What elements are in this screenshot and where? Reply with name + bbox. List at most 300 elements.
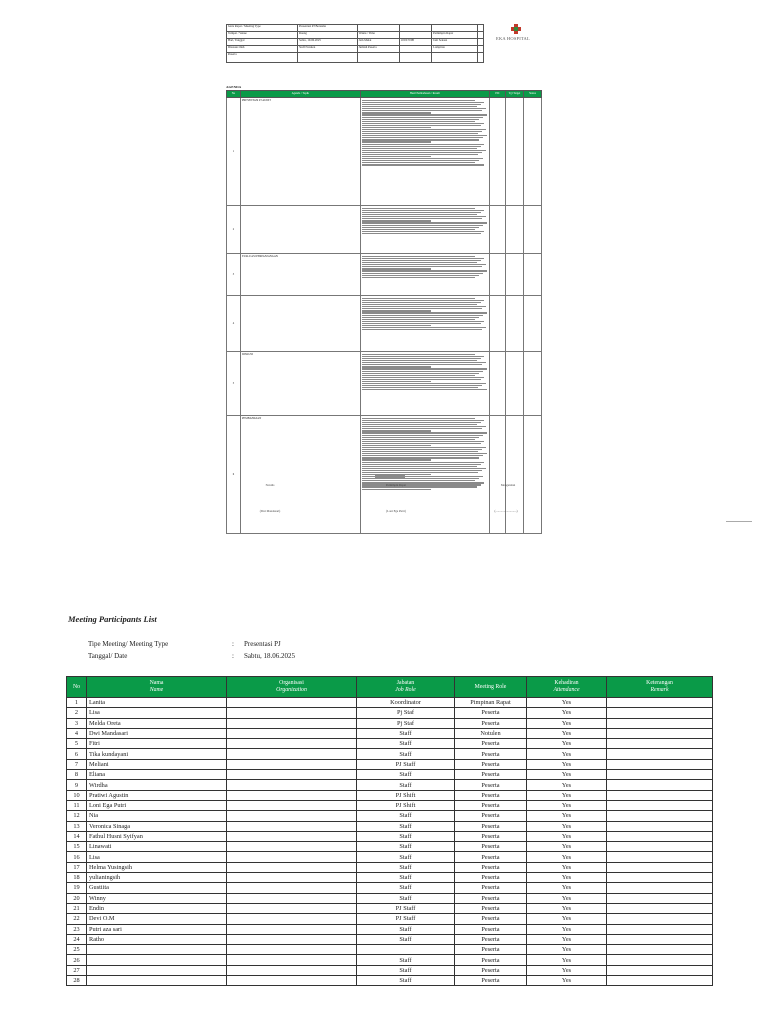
minutes-header-cell: Jumlah Peserta	[357, 46, 399, 53]
agenda-empty-cell	[506, 352, 524, 416]
participant-role: Peserta	[455, 739, 527, 749]
participant-att: Yes	[527, 934, 607, 944]
participant-no: 14	[67, 831, 87, 841]
participant-remark	[607, 739, 713, 749]
participant-name: Putri aza sari	[87, 924, 227, 934]
participant-name: Meliani	[87, 759, 227, 769]
agenda-label: AGENDA	[226, 85, 242, 89]
participant-job: Staff	[357, 965, 455, 975]
participant-org	[227, 821, 357, 831]
participant-no: 4	[67, 728, 87, 738]
participant-no: 3	[67, 718, 87, 728]
signature-approver-name: (............................)	[494, 509, 518, 513]
participant-no: 6	[67, 749, 87, 759]
participant-role: Peserta	[455, 790, 527, 800]
participant-name: Devi O.M	[87, 914, 227, 924]
participant-no: 11	[67, 800, 87, 810]
agenda-empty-cell	[524, 296, 542, 352]
participant-att: Yes	[527, 893, 607, 903]
participant-org	[227, 924, 357, 934]
agenda-col-header: Agenda / Topik	[240, 91, 360, 98]
participant-role: Peserta	[455, 831, 527, 841]
participants-col-header	[67, 677, 87, 698]
result-text-lines	[362, 298, 489, 330]
meta-value: Presentasi PJ	[244, 640, 281, 648]
participant-row	[67, 800, 713, 810]
participant-remark	[607, 934, 713, 944]
agenda-empty-cell	[524, 98, 542, 206]
participant-row	[67, 718, 713, 728]
participant-no: 25	[67, 945, 87, 955]
participant-remark	[607, 759, 713, 769]
participant-role: Pimpinan Rapat	[455, 698, 527, 708]
agenda-empty-cell	[506, 98, 524, 206]
signature-date-label	[370, 474, 410, 479]
participant-role: Peserta	[455, 914, 527, 924]
participant-row	[67, 955, 713, 965]
participant-job: Staff	[357, 924, 455, 934]
participant-job: Staff	[357, 780, 455, 790]
participant-att: Yes	[527, 852, 607, 862]
participant-job: Staff	[357, 739, 455, 749]
participant-name: Pratiwi Agustin	[87, 790, 227, 800]
agenda-empty-cell	[506, 416, 524, 534]
participant-job: PJ Staff	[357, 914, 455, 924]
participant-name	[87, 955, 227, 965]
participant-job: Staff	[357, 821, 455, 831]
participant-remark	[607, 800, 713, 810]
participant-remark	[607, 883, 713, 893]
participant-role: Peserta	[455, 800, 527, 810]
participant-row	[67, 749, 713, 759]
page-edge-mark	[726, 521, 752, 522]
signature-notulis-role: Notulis	[265, 483, 275, 487]
participant-role: Peserta	[455, 842, 527, 852]
hospital-logo	[496, 24, 536, 48]
participants-title: Meeting Participants List	[68, 614, 157, 624]
medical-cross-icon	[511, 24, 521, 34]
minutes-header-cell: Sabtu, 19.06.2025	[298, 39, 358, 46]
col-header-sub: Attendance	[553, 687, 580, 693]
participant-row	[67, 965, 713, 975]
participant-role: Peserta	[455, 759, 527, 769]
participant-att: Yes	[527, 924, 607, 934]
participant-name: Nia	[87, 811, 227, 821]
agenda-row	[227, 98, 542, 206]
participant-row	[67, 708, 713, 718]
participant-job: Staff	[357, 811, 455, 821]
minutes-header-cell	[478, 25, 484, 32]
participant-org	[227, 718, 357, 728]
participant-remark	[607, 790, 713, 800]
minutes-header-cell	[478, 32, 484, 39]
agenda-topic	[240, 206, 360, 254]
participant-org	[227, 790, 357, 800]
participant-role: Peserta	[455, 976, 527, 986]
minutes-header-cell	[399, 25, 432, 32]
participant-name: yulianingsih	[87, 873, 227, 883]
agenda-empty-cell	[524, 206, 542, 254]
participant-name: Fitri	[87, 739, 227, 749]
participant-role: Peserta	[455, 708, 527, 718]
minutes-header-cell: Hari, Tanggal	[227, 39, 298, 46]
participant-role: Peserta	[455, 811, 527, 821]
participant-att: Yes	[527, 708, 607, 718]
minutes-header-table	[226, 24, 484, 63]
participant-remark	[607, 924, 713, 934]
participant-remark	[607, 955, 713, 965]
agenda-row	[227, 206, 542, 254]
participant-row	[67, 728, 713, 738]
participant-remark	[607, 965, 713, 975]
signature-leader-name: (Loni Ega Putri)	[386, 509, 406, 513]
participant-att: Yes	[527, 862, 607, 872]
participant-job: Staff	[357, 883, 455, 893]
agenda-col-header: Hasil Pembahasan / Result	[360, 91, 490, 98]
participant-org	[227, 945, 357, 955]
agenda-topic: DISKUSI	[240, 352, 360, 416]
participant-row	[67, 883, 713, 893]
participant-no: 22	[67, 914, 87, 924]
participant-att: Yes	[527, 698, 607, 708]
participant-role: Peserta	[455, 770, 527, 780]
minutes-header-cell: Waktu / Time	[357, 32, 399, 39]
participant-no: 9	[67, 780, 87, 790]
participant-org	[227, 728, 357, 738]
participant-job	[357, 945, 455, 955]
agenda-empty-cell	[490, 352, 506, 416]
agenda-row	[227, 254, 542, 296]
participant-row	[67, 914, 713, 924]
agenda-result	[360, 352, 490, 416]
agenda-empty-cell	[506, 254, 524, 296]
participant-org	[227, 708, 357, 718]
participant-remark	[607, 718, 713, 728]
agenda-row	[227, 296, 542, 352]
participant-remark	[607, 914, 713, 924]
participants-header-row	[67, 677, 713, 698]
participant-job: Staff	[357, 955, 455, 965]
participant-att: Yes	[527, 749, 607, 759]
participant-row	[67, 698, 713, 708]
participant-att: Yes	[527, 759, 607, 769]
participant-org	[227, 934, 357, 944]
participant-att: Yes	[527, 811, 607, 821]
participant-row	[67, 842, 713, 852]
participant-no: 8	[67, 770, 87, 780]
participant-remark	[607, 852, 713, 862]
participant-role: Peserta	[455, 873, 527, 883]
meta-label: Tanggal/ Date	[88, 652, 128, 660]
participant-att: Yes	[527, 842, 607, 852]
participant-org	[227, 873, 357, 883]
participant-role: Peserta	[455, 934, 527, 944]
participant-att: Yes	[527, 945, 607, 955]
participant-org	[227, 800, 357, 810]
participant-row	[67, 821, 713, 831]
col-header-sub: Organization	[276, 687, 307, 693]
participant-no: 17	[67, 862, 87, 872]
result-text-lines	[362, 354, 489, 391]
participant-name: Ratho	[87, 934, 227, 944]
participant-role: Peserta	[455, 862, 527, 872]
agenda-col-header: No	[227, 91, 241, 98]
participant-att: Yes	[527, 821, 607, 831]
minutes-header-cell: 10:00 WIB	[399, 39, 432, 46]
participant-row	[67, 759, 713, 769]
participant-no: 20	[67, 893, 87, 903]
agenda-empty-cell	[524, 254, 542, 296]
minutes-header-cell: Jam Mulai	[357, 39, 399, 46]
participants-col-header	[607, 677, 713, 698]
agenda-no: 1	[227, 98, 241, 206]
participant-org	[227, 914, 357, 924]
participant-row	[67, 852, 713, 862]
participant-job: Koordinator	[357, 698, 455, 708]
minutes-header-cell: Peserta	[227, 53, 298, 63]
participant-role: Peserta	[455, 945, 527, 955]
participant-remark	[607, 945, 713, 955]
participant-remark	[607, 821, 713, 831]
minutes-header-cell: Presentasi PJ Bersama	[298, 25, 358, 32]
participant-name: Gustiita	[87, 883, 227, 893]
participant-job: PJ Staff	[357, 759, 455, 769]
participant-no: 15	[67, 842, 87, 852]
participant-att: Yes	[527, 831, 607, 841]
col-header-main: Kehadiran	[554, 680, 579, 687]
participant-att: Yes	[527, 914, 607, 924]
participant-remark	[607, 780, 713, 790]
participant-att: Yes	[527, 955, 607, 965]
participant-remark	[607, 831, 713, 841]
participant-name: Wirdha	[87, 780, 227, 790]
agenda-no: 6	[227, 416, 241, 534]
participants-col-header	[87, 677, 227, 698]
participant-org	[227, 780, 357, 790]
participant-role: Peserta	[455, 924, 527, 934]
participant-att: Yes	[527, 800, 607, 810]
participant-org	[227, 955, 357, 965]
agenda-result	[360, 98, 490, 206]
participant-job: Staff	[357, 873, 455, 883]
participant-att: Yes	[527, 728, 607, 738]
participants-table	[66, 676, 713, 986]
participant-no: 24	[67, 934, 87, 944]
participant-remark	[607, 728, 713, 738]
minutes-header-row	[227, 46, 484, 53]
minutes-header-cell: Jenis Rapat / Meeting Type	[227, 25, 298, 32]
participant-role: Peserta	[455, 852, 527, 862]
participant-org	[227, 862, 357, 872]
participant-name: Winny	[87, 893, 227, 903]
participant-name: Helma Yusingsih	[87, 862, 227, 872]
participant-role: Peserta	[455, 718, 527, 728]
signature-notulis-name: (Dwi Mandasari)	[259, 509, 281, 513]
participant-org	[227, 893, 357, 903]
participant-row	[67, 770, 713, 780]
participant-name: Eliana	[87, 770, 227, 780]
participant-row	[67, 739, 713, 749]
agenda-topic	[240, 296, 360, 352]
participant-no: 2	[67, 708, 87, 718]
participant-job: Staff	[357, 831, 455, 841]
participant-name: Linawati	[87, 842, 227, 852]
participant-remark	[607, 811, 713, 821]
minutes-header-cell	[478, 53, 484, 63]
agenda-empty-cell	[490, 416, 506, 534]
meta-value: Sabtu, 18.06.2025	[244, 652, 295, 660]
participant-job: Staff	[357, 893, 455, 903]
agenda-no: 5	[227, 352, 241, 416]
participant-org	[227, 749, 357, 759]
minutes-header-cell	[399, 53, 432, 63]
participant-org	[227, 698, 357, 708]
participant-remark	[607, 698, 713, 708]
result-text-lines	[362, 100, 489, 166]
participant-org	[227, 976, 357, 986]
participant-role: Peserta	[455, 893, 527, 903]
agenda-result	[360, 206, 490, 254]
participant-name: Veronica Sinaga	[87, 821, 227, 831]
minutes-header-cell	[298, 53, 358, 63]
meta-label: Tipe Meeting/ Meeting Type	[88, 640, 169, 648]
result-text-lines	[362, 208, 489, 234]
agenda-col-header: Tgl Target	[506, 91, 524, 98]
minutes-header-cell	[399, 46, 432, 53]
agenda-col-header: PIC	[490, 91, 506, 98]
participant-row	[67, 790, 713, 800]
participant-name: Fathul Husni Syifyan	[87, 831, 227, 841]
minutes-header-cell	[357, 53, 399, 63]
col-header-main: Jabatan	[396, 680, 415, 687]
participant-job: Staff	[357, 770, 455, 780]
participant-remark	[607, 893, 713, 903]
participant-job: Staff	[357, 728, 455, 738]
participant-job: Staff	[357, 976, 455, 986]
signature-approver-role: Mengetahui	[500, 483, 516, 487]
minutes-header-cell: Pemimpin Rapat	[432, 32, 478, 39]
participant-row	[67, 862, 713, 872]
participant-role: Peserta	[455, 883, 527, 893]
signature-leader-role: Pemimpin Rapat	[385, 483, 407, 487]
participant-att: Yes	[527, 780, 607, 790]
participant-row	[67, 924, 713, 934]
participant-remark	[607, 903, 713, 913]
participant-name: Endin	[87, 903, 227, 913]
participant-name: Tika kundayani	[87, 749, 227, 759]
participant-remark	[607, 842, 713, 852]
minutes-header-cell: Staff Notulen	[298, 46, 358, 53]
meta-colon: :	[232, 640, 234, 648]
participant-att: Yes	[527, 873, 607, 883]
participant-job: Staff	[357, 842, 455, 852]
participant-job: Staff	[357, 852, 455, 862]
col-header-sub: Name	[149, 687, 164, 693]
col-header-main: Nama	[149, 680, 164, 687]
participant-job: PJ Staff	[357, 903, 455, 913]
minutes-header-cell	[478, 46, 484, 53]
agenda-no: 4	[227, 296, 241, 352]
col-header-sub: Job Role	[395, 687, 416, 693]
participant-no: 21	[67, 903, 87, 913]
agenda-empty-cell	[490, 296, 506, 352]
agenda-empty-cell	[490, 98, 506, 206]
participant-no: 7	[67, 759, 87, 769]
participant-role: Peserta	[455, 955, 527, 965]
participant-role: Peserta	[455, 903, 527, 913]
participant-att: Yes	[527, 976, 607, 986]
participant-job: PJ Shift	[357, 800, 455, 810]
participant-remark	[607, 708, 713, 718]
participant-row	[67, 873, 713, 883]
participant-remark	[607, 873, 713, 883]
agenda-no: 2	[227, 206, 241, 254]
participant-att: Yes	[527, 770, 607, 780]
agenda-empty-cell	[490, 254, 506, 296]
participant-role: Peserta	[455, 749, 527, 759]
participant-name	[87, 965, 227, 975]
agenda-topic: PRESENTASI PJ AUDIT	[240, 98, 360, 206]
col-header-main: Organisasi	[279, 680, 304, 687]
participant-no: 19	[67, 883, 87, 893]
participant-no: 27	[67, 965, 87, 975]
participant-role: Peserta	[455, 780, 527, 790]
participant-name: Melda Oreta	[87, 718, 227, 728]
participant-row	[67, 811, 713, 821]
participants-col-header	[357, 677, 455, 698]
participant-no: 5	[67, 739, 87, 749]
participant-name: Dwi Mandasari	[87, 728, 227, 738]
participant-no: 16	[67, 852, 87, 862]
participant-no: 13	[67, 821, 87, 831]
minutes-header-cell: Jam Selesai	[432, 39, 478, 46]
participant-no: 10	[67, 790, 87, 800]
minutes-header-cell: Lampiran	[432, 46, 478, 53]
participant-org	[227, 739, 357, 749]
participant-name: Lisa	[87, 852, 227, 862]
agenda-topic: EVALUASI PERPANJANGAN	[240, 254, 360, 296]
participant-no: 18	[67, 873, 87, 883]
minutes-header-cell	[478, 39, 484, 46]
participant-job: Pj Staf	[357, 718, 455, 728]
participant-row	[67, 780, 713, 790]
participant-name: Lisa	[87, 708, 227, 718]
participant-att: Yes	[527, 965, 607, 975]
participant-row	[67, 934, 713, 944]
participant-org	[227, 965, 357, 975]
col-header-sub: Remark	[650, 687, 669, 693]
participant-name	[87, 976, 227, 986]
participant-org	[227, 852, 357, 862]
participant-org	[227, 770, 357, 780]
participants-col-header	[527, 677, 607, 698]
participant-row	[67, 831, 713, 841]
participant-att: Yes	[527, 718, 607, 728]
participant-att: Yes	[527, 790, 607, 800]
participant-name	[87, 945, 227, 955]
col-header-main: No	[72, 683, 81, 690]
participant-org	[227, 903, 357, 913]
minutes-agenda-table	[226, 90, 542, 534]
minutes-header-cell	[432, 53, 478, 63]
result-text-lines	[362, 256, 489, 278]
participants-col-header	[455, 677, 527, 698]
participant-name: Lanita	[87, 698, 227, 708]
participant-role: Notulen	[455, 728, 527, 738]
participant-job: Pj Staf	[357, 708, 455, 718]
agenda-no: 3	[227, 254, 241, 296]
participant-job: Staff	[357, 749, 455, 759]
